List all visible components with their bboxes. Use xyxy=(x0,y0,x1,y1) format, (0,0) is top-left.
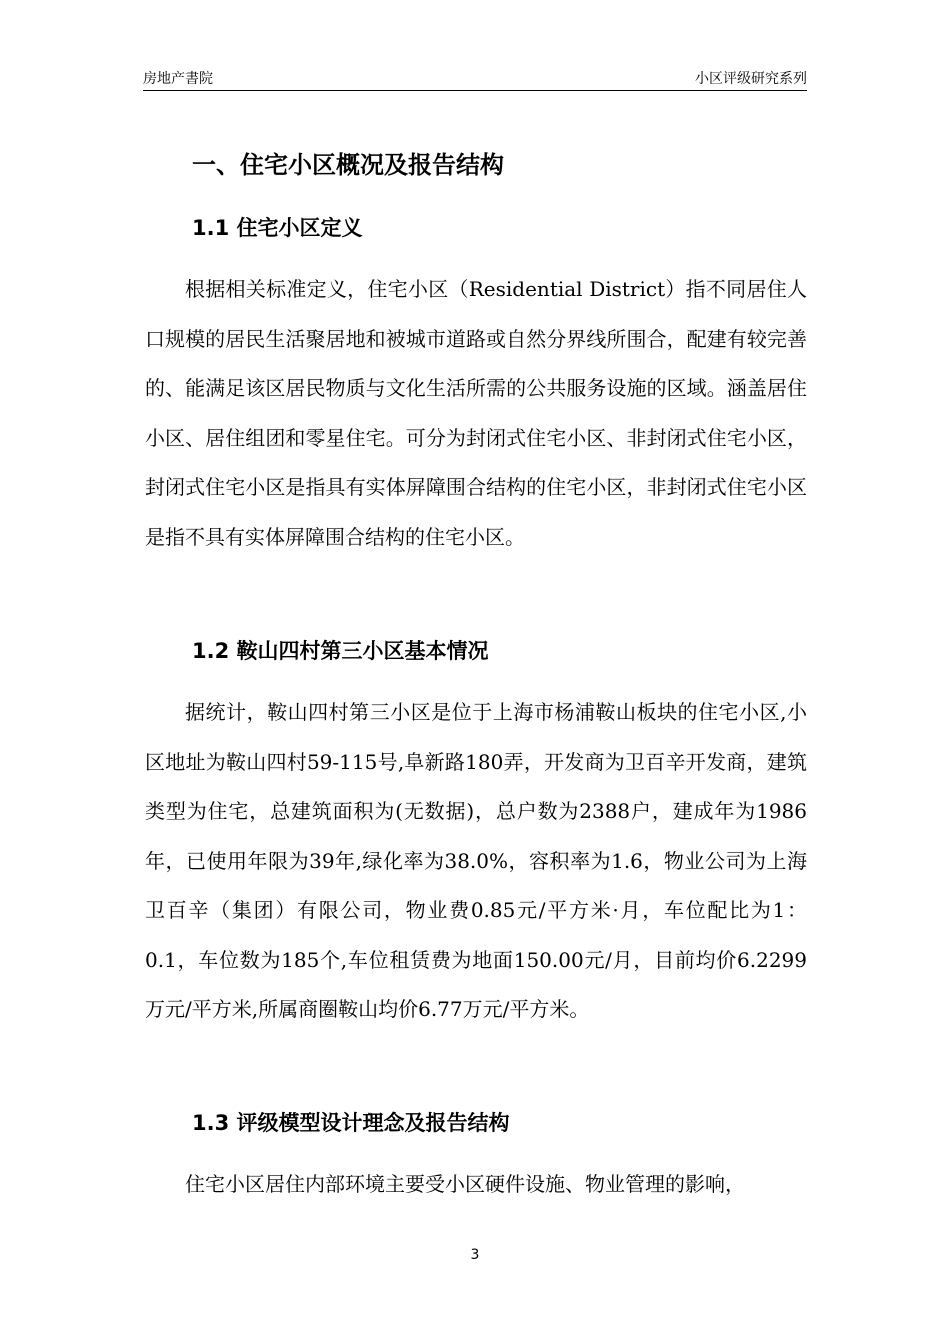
header-left-title: 房地产書院 xyxy=(143,71,213,87)
subsection-title-1-3: 1.3 评级模型设计理念及报告结构 xyxy=(192,1111,510,1135)
subsection-title-1-1: 1.1 住宅小区定义 xyxy=(192,216,363,240)
paragraph-definition: 根据相关标准定义，住宅小区（Residential District）指不同居住人口规模的居民生活聚居地和被城市道路或自然分界线所围合，配建有较完善的、能满足该区居民物质与文化生活所需的公共服务设施的区域。涵盖居住小区、居住组团和零星住宅。可分为封闭式住宅小区、非封闭式住宅小区，封闭式住宅小区是指具有实体屏障围合结构的住宅小区，非封闭式住宅小区是指不具有实体屏障围合结构的住宅小区。 xyxy=(145,277,807,549)
section-title: 一、住宅小区概况及报告结构 xyxy=(192,151,504,179)
header-right-title: 小区评级研究系列 xyxy=(695,71,807,87)
paragraph-basic-info: 据统计，鞍山四村第三小区是位于上海市杨浦鞍山板块的住宅小区,小区地址为鞍山四村59-115号,阜新路180弄，开发商为卫百辛开发商，建筑类型为住宅，总建筑面积为(无数据)，总户数为2388户，建成年为1986年，已使用年限为39年,绿化率为38.0%，容积率为1.6，物业公司为上海卫百辛（集团）有限公司，物业费0.85元/平方米·月，车位配比为1：0.1，车位数为185个,车位租赁费为地面150.00元/月，目前均价6.2299万元/平方米,所属商圈鞍山均价6.77万元/平方米。 xyxy=(145,700,807,1021)
subsection-title-1-2: 1.2 鞍山四村第三小区基本情况 xyxy=(192,639,489,663)
page-number: 3 xyxy=(470,1247,480,1263)
page-header xyxy=(143,66,807,91)
paragraph-model-design: 住宅小区居住内部环境主要受小区硬件设施、物业管理的影响， xyxy=(185,1172,745,1196)
